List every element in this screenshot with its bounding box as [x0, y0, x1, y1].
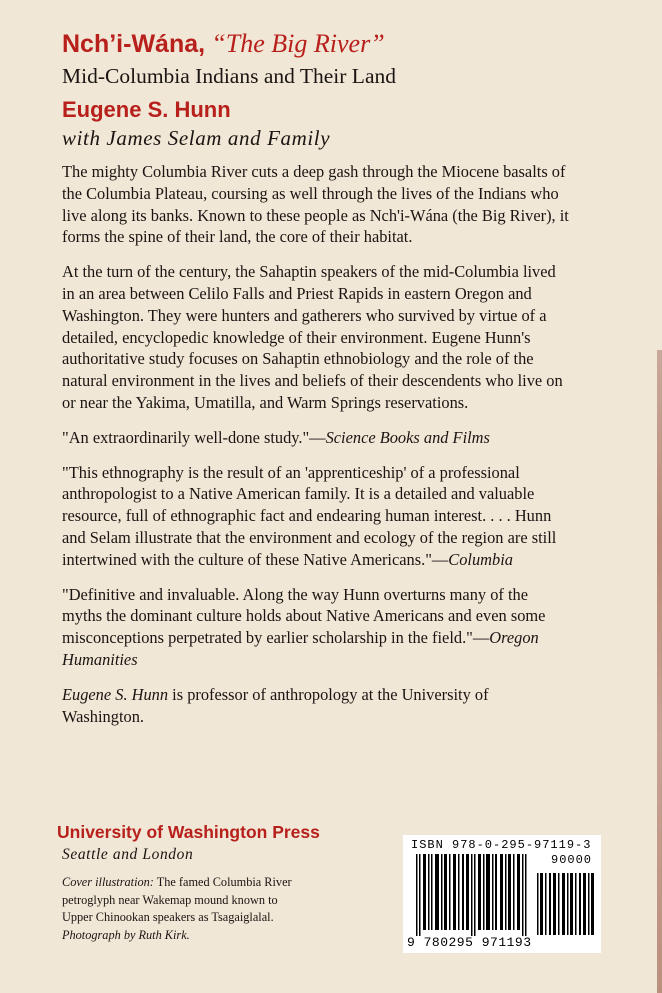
coauthor-line: with James Selam and Family	[62, 126, 331, 150]
quote-text: "This ethnography is the result of an 'apprenticeship' of a professional anthropologist to a Native American family. It is a detailed and valuable resource, full of ethnographic fact and endearing human interest. . . . Hunn and Selam illustrate that the environment and ecology of the region are still intertwined with the culture of these Native Americans."—	[62, 462, 557, 569]
description-paragraph: At the turn of the century, the Sahaptin speakers of the mid-Columbia lived in an area between Celilo Falls and Priest Rapids in eastern Oregon and Washington. They were hunters and gatherers who survived by virtue of a detailed, encyclopedic knowledge of their environment. Eugene Hunn's authoritative study focuses on Sahaptin ethnobiology and the role of the natural environment in the lives and beliefs of their descendents who live on or near the Yakima, Umatilla, and Warm Springs reservations.	[62, 262, 563, 412]
ean-number: 9 780295 971193	[407, 935, 532, 950]
page-edge	[657, 350, 662, 993]
review-quote	[62, 584, 570, 671]
title-alt: “The Big River”	[211, 29, 385, 58]
barcode-addon: 90000	[551, 853, 593, 867]
quote-source: Oregon Humanities	[62, 628, 539, 669]
review-quote	[62, 462, 570, 571]
addon-barcode-icon	[537, 873, 595, 935]
isbn-barcode	[403, 835, 601, 953]
publisher-name: University of Washington Press	[57, 822, 320, 842]
bio-text: is professor of anthropology at the University of Washington.	[62, 684, 489, 726]
quote-text: "An extraordinarily well-done study."—	[62, 427, 326, 447]
quote-source: Science Books and Films	[325, 427, 490, 447]
author-bio	[62, 684, 570, 728]
quote-text: "Definitive and invaluable. Along the way Hunn overturns many of the myths the dominant culture holds about Native Americans and even some misconceptions perpetrated by earlier scholarship in the field."—	[62, 584, 546, 648]
book-title	[62, 27, 385, 62]
review-quote	[62, 427, 570, 449]
isbn-number: ISBN 978-0-295-97119-3	[411, 838, 592, 852]
cover-caption	[62, 874, 292, 944]
title-main: Nch’i-Wána,	[62, 30, 206, 58]
caption-text: The famed Columbia River petroglyph near Wakemap mound known to Upper Chinookan speakers as Tsagaiglalal.	[62, 875, 292, 924]
description-paragraph: The mighty Columbia River cuts a deep gash through the Miocene basalts of the Columbia Plateau, coursing as well through the lives of the Indians who live along its banks. Known to these people as Nch'i-Wána (the Big River), it forms the spine of their land, the core of their habitat.	[62, 162, 569, 247]
ean-barcode-icon	[416, 854, 530, 936]
caption-label: Cover illustration:	[62, 875, 154, 889]
quote-source: Columbia	[448, 549, 513, 569]
caption-credit: Photograph by Ruth Kirk.	[62, 927, 190, 942]
author-name: Eugene S. Hunn	[62, 97, 231, 122]
book-subtitle: Mid-Columbia Indians and Their Land	[62, 64, 396, 88]
publisher-location: Seattle and London	[62, 846, 194, 863]
bio-name: Eugene S. Hunn	[62, 684, 169, 704]
back-cover-text	[62, 161, 570, 740]
